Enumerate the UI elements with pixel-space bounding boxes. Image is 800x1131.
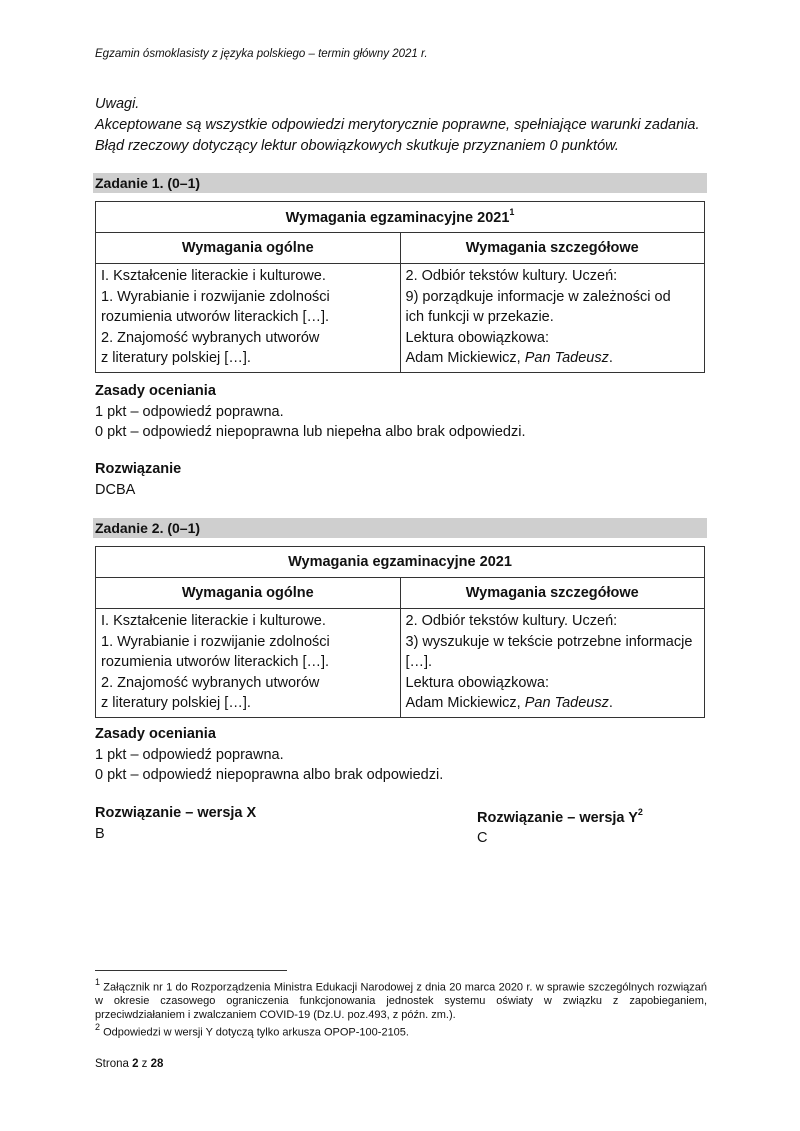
notes-line: Akceptowane są wszystkie odpowiedzi merytorycznie poprawne, spełniające warunki zadania.: [95, 117, 700, 133]
general-requirements-cell: I. Kształcenie literackie i kulturowe. 1. Wyrabianie i rozwijanie zdolności rozumienia utworów literackich […]. 2. Znajomość wybranych utworów z literatury polskiej […].: [96, 264, 401, 373]
task-2-requirements-table: [95, 546, 705, 718]
general-requirements-cell: I. Kształcenie literackie i kulturowe. 1. Wyrabianie i rozwijanie zdolności rozumienia utworów literackich […]. 2. Znajomość wybranych utworów z literatury polskiej […].: [96, 609, 401, 718]
scoring-rule: 0 pkt – odpowiedź niepoprawna lub niepełna albo brak odpowiedzi.: [95, 424, 526, 440]
notes-line: Błąd rzeczowy dotyczący lektur obowiązkowych skutkuje przyznaniem 0 punktów.: [95, 138, 619, 154]
task-1-solution: [95, 459, 181, 500]
requirements-table-title: Wymagania egzaminacyjne 2021$^1$: [96, 202, 705, 233]
solution-value: DCBA: [95, 481, 136, 498]
task-1-scoring: [95, 381, 525, 443]
solution-title: Rozwiązanie – wersja X: [95, 805, 257, 821]
specific-requirements-cell: 2. Odbiór tekstów kultury. Uczeń: 9) porządkuje informacje w zależności od ich funkcji w przekazie. Lektura obowiązkowa: Adam Mickiewicz, Pan Tadeusz.: [400, 264, 705, 373]
column-header-specific: Wymagania szczegółowe: [400, 578, 705, 609]
footnote-ref: 2: [637, 807, 643, 817]
task-2-title: Zadanie 2. (0–1): [93, 518, 707, 538]
footnote-divider: [95, 970, 287, 971]
solution-title: Rozwiązanie – wersja $Y^2$: [477, 807, 643, 826]
required-reading: Adam Mickiewicz, Pan Tadeusz.: [405, 695, 613, 711]
footnotes: [95, 977, 707, 1040]
column-header-specific: Wymagania szczegółowe: [400, 233, 705, 264]
column-header-general: Wymagania ogólne: [96, 578, 401, 609]
footnote-2: $^2$ Odpowiedzi w wersji Y dotyczą tylko arkusza OPOP-100-2105.: [95, 1022, 409, 1039]
task-2-scoring: [95, 724, 443, 786]
task-2-solution-y: [477, 803, 643, 849]
scoring-title: Zasady oceniania: [95, 726, 216, 742]
scoring-rule: 1 pkt – odpowiedź poprawna.: [95, 403, 284, 420]
footnote-1: $^1$ Załącznik nr 1 do Rozporządzenia Ministra Edukacji Narodowej z dnia 20 marca 2020 r. w sprawie szczególnych rozwiązań w okresie czasowego ograniczenia funkcjonowania jednostek systemu oświaty w związku z zapobieganiem, przeciwdziałaniem i zwalczaniem COVID-19 (Dz.U. poz.493, z późn. zm.).: [95, 977, 707, 1021]
task-1-requirements-table: [95, 201, 705, 373]
solution-value: B: [95, 825, 105, 842]
footnote-ref: 1: [509, 207, 515, 218]
column-header-general: Wymagania ogólne: [96, 233, 401, 264]
requirements-table-title: Wymagania egzaminacyjne 2021: [96, 547, 705, 578]
specific-requirements-cell: 2. Odbiór tekstów kultury. Uczeń: 3) wyszukuje w tekście potrzebne informacje […]. Lektura obowiązkowa: Adam Mickiewicz, Pan Tadeusz.: [400, 609, 705, 718]
notes-title: Uwagi.: [95, 96, 140, 112]
page-number: Strona 2 z 28: [95, 1058, 164, 1070]
scoring-rule: 0 pkt – odpowiedź niepoprawna albo brak odpowiedzi.: [95, 767, 444, 783]
required-reading: Adam Mickiewicz, Pan Tadeusz.: [405, 350, 613, 366]
task-1-title: Zadanie 1. (0–1): [93, 173, 707, 193]
task-2-solution-x: [95, 803, 256, 844]
notes-section: [95, 94, 715, 157]
page-header: Egzamin ósmoklasisty z języka polskiego – termin główny 2021 r.: [95, 48, 428, 60]
scoring-title: Zasady oceniania: [95, 383, 216, 399]
solution-title: Rozwiązanie: [95, 461, 182, 477]
scoring-rule: 1 pkt – odpowiedź poprawna.: [95, 746, 284, 763]
solution-value: C: [477, 830, 488, 847]
